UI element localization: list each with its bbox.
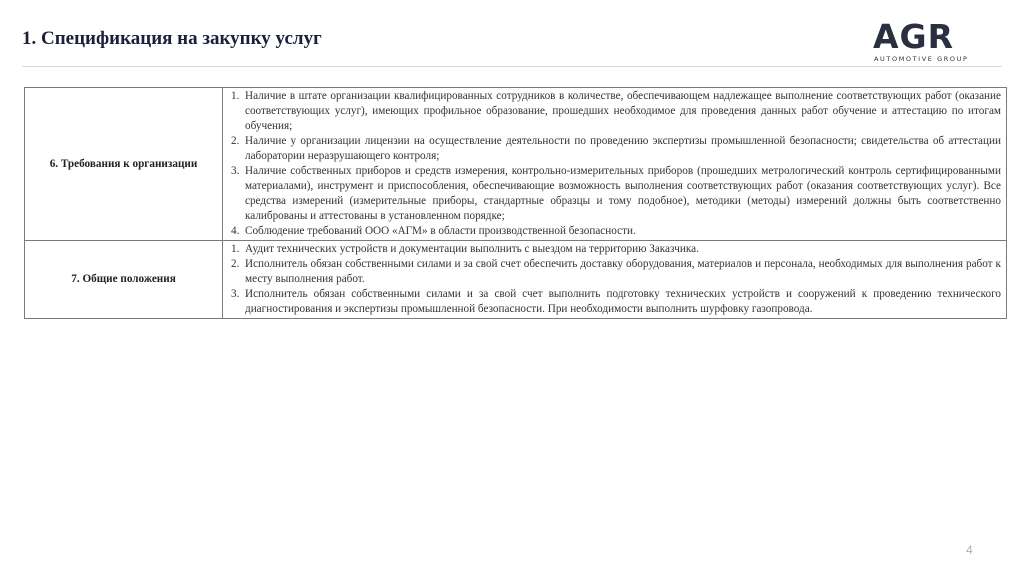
list-item xyxy=(227,287,1001,317)
logo-subtitle: AUTOMOTIVE GROUP xyxy=(874,55,969,63)
list-item xyxy=(227,224,1001,239)
row-content xyxy=(223,241,1007,319)
item-number: 2. xyxy=(231,135,240,147)
row-label: 6. Требования к организации xyxy=(25,88,223,241)
specification-table xyxy=(24,87,1007,319)
list-item xyxy=(227,242,1001,257)
page-number: 4 xyxy=(966,543,973,557)
item-text: Аудит технических устройств и документации выполнить с выездом на территорию Заказчика. xyxy=(245,243,699,255)
item-text: Исполнитель обязан собственными силами и за свой счет выполнить подготовку технических устройств и сооружений к проведению технического диагностирования и экспертизы промышленной безопасности. При необходимости выполнить шурфовку газопровода. xyxy=(245,288,1001,315)
item-text: Наличие в штате организации квалифицированных сотрудников в количестве, обеспечивающем надлежащее выполнение соответствующих работ (оказание соответствующих услуг), имеющих профильное образование, прошедших необходимое для проведения данных работ обучение и аттестацию по итогам обучения; xyxy=(245,90,1001,132)
row-content xyxy=(223,88,1007,241)
item-number: 4. xyxy=(231,225,240,237)
item-text: Наличие собственных приборов и средств измерения, контрольно-измерительных приборов (прошедших метрологический контроль сертифицированными материалами), инструмент и приспособления, обеспечивающие возможность выполнения соответствующих работ (оказания соответствующих услуг). Все средства измерений (измерительные приборы, стандартные образцы и тому подобное), методики (методы) измерений должны быть соответственно калиброваны и аттестованы в установленном порядке; xyxy=(245,165,1001,222)
list-item xyxy=(227,89,1001,134)
item-text: Наличие у организации лицензии на осуществление деятельности по проведению экспертизы промышленной безопасности; свидетельства об аттестации лаборатории неразрушающего контроля; xyxy=(245,135,1001,162)
list-item xyxy=(227,134,1001,164)
list-item xyxy=(227,257,1001,287)
item-number: 3. xyxy=(231,288,240,300)
requirements-list xyxy=(227,89,1001,239)
table-row xyxy=(25,241,1007,319)
header-divider xyxy=(22,66,1002,67)
row-label: 7. Общие положения xyxy=(25,241,223,319)
page-title: 1. Спецификация на закупку услуг xyxy=(22,28,322,49)
item-number: 2. xyxy=(231,258,240,270)
item-number: 1. xyxy=(231,90,240,102)
item-text: Исполнитель обязан собственными силами и за свой счет обеспечить доставку оборудования, материалов и персонала, необходимых для выполнения работ к месту выполнения работ. xyxy=(245,258,1001,285)
logo-wordmark: AGR xyxy=(873,17,955,56)
item-number: 1. xyxy=(231,243,240,255)
table-row xyxy=(25,88,1007,241)
item-text: Соблюдение требований ООО «АГМ» в области производственной безопасности. xyxy=(245,225,636,237)
list-item xyxy=(227,164,1001,224)
agr-logo xyxy=(873,17,983,66)
general-provisions-list xyxy=(227,242,1001,317)
item-number: 3. xyxy=(231,165,240,177)
